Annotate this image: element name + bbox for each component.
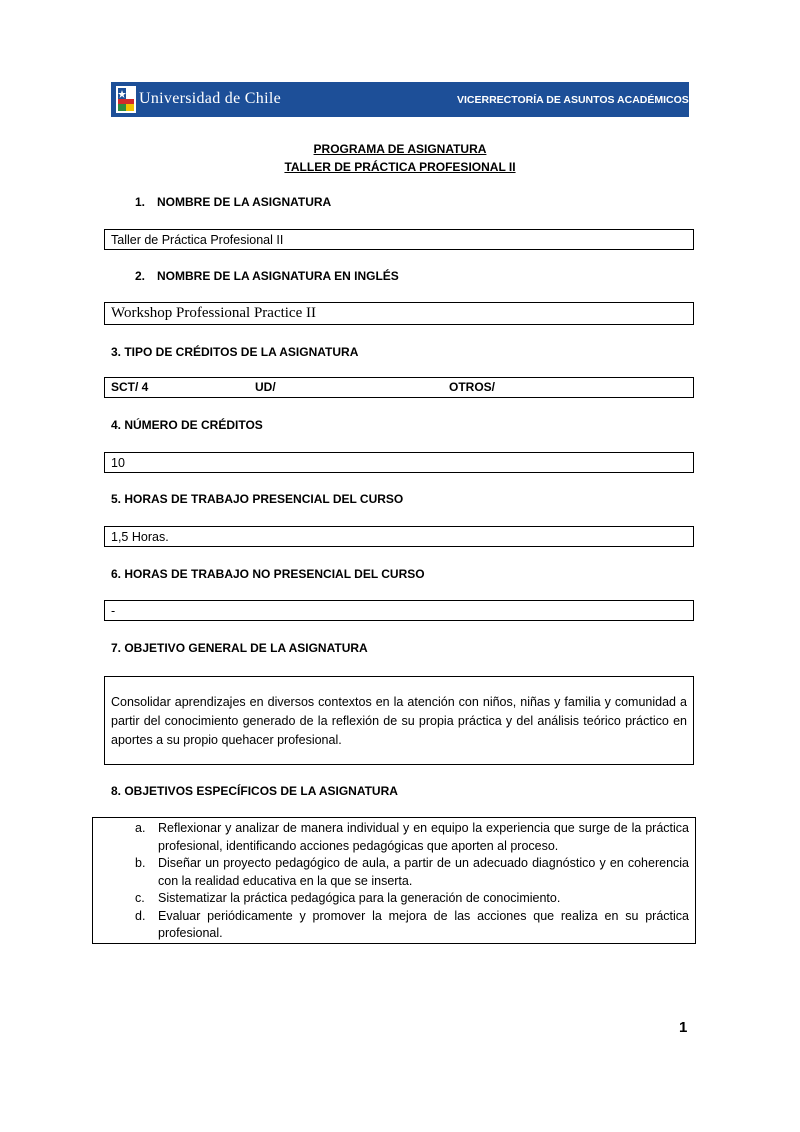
section-2-heading-text: NOMBRE DE LA ASIGNATURA EN INGLÉS [157, 269, 399, 283]
section-7-heading: 7. OBJETIVO GENERAL DE LA ASIGNATURA [111, 641, 368, 655]
credits-sct: SCT/ 4 [111, 380, 149, 394]
general-objective-text: Consolidar aprendizajes en diversos contextos en la atención con niños, niñas y familia y comunidad a partir del conocimiento generado de la reflexión de su propia práctica y del análisis teórico práctico en aportes a su propio quehacer profesional. [111, 695, 687, 747]
section-6-box [104, 600, 694, 621]
section-8-box [92, 817, 696, 944]
section-3-box [104, 377, 694, 398]
section-1-heading [135, 195, 331, 209]
section-3-heading: 3. TIPO DE CRÉDITOS DE LA ASIGNATURA [111, 345, 359, 359]
university-seal-icon [115, 85, 137, 114]
vicerrectoria-name: VICERRECTORÍA DE ASUNTOS ACADÉMICOS [457, 94, 689, 106]
section-7-box [104, 676, 694, 765]
header-banner [111, 82, 689, 117]
list-item: c. Sistematizar la práctica pedagógica para la generación de conocimiento. [135, 891, 561, 905]
page-number: 1 [679, 1019, 688, 1036]
section-5-box [104, 526, 694, 547]
presential-hours: 1,5 Horas. [111, 529, 169, 544]
list-item: a. Reflexionar y analizar de manera individual y en equipo la experiencia que surge de la práctica profesional, identificando acciones pedagógicas que aporten al proceso. [135, 821, 689, 853]
section-5-heading: 5. HORAS DE TRABAJO PRESENCIAL DEL CURSO [111, 492, 404, 506]
non-presential-hours: - [111, 603, 116, 618]
document-subtitle: TALLER DE PRÁCTICA PROFESIONAL II [284, 160, 516, 174]
credits-number: 10 [111, 455, 125, 470]
section-2-box [104, 302, 694, 325]
section-2-heading [135, 269, 399, 283]
credits-ud: UD/ [255, 380, 276, 394]
university-name: Universidad de Chile [139, 90, 281, 107]
section-8-heading: 8. OBJETIVOS ESPECÍFICOS DE LA ASIGNATURA [111, 784, 398, 798]
course-name: Taller de Práctica Profesional II [111, 232, 284, 247]
section-6-heading: 6. HORAS DE TRABAJO NO PRESENCIAL DEL CURSO [111, 567, 425, 581]
section-2-number: 2. [135, 269, 146, 283]
credits-otros: OTROS/ [449, 380, 496, 394]
specific-objectives-list [93, 820, 695, 943]
section-1-number: 1. [135, 195, 146, 209]
list-item: b. Diseñar un proyecto pedagógico de aula, a partir de un adecuado diagnóstico y en coherencia con la realidad educativa en la que se inserta. [135, 856, 689, 888]
course-name-english: Workshop Professional Practice II [111, 305, 316, 321]
section-1-heading-text: NOMBRE DE LA ASIGNATURA [157, 195, 332, 209]
document-title: PROGRAMA DE ASIGNATURA [313, 142, 487, 156]
section-4-heading: 4. NÚMERO DE CRÉDITOS [111, 418, 263, 432]
section-1-box [104, 229, 694, 250]
section-4-box [104, 452, 694, 473]
list-item: d. Evaluar periódicamente y promover la mejora de las acciones que realiza en su práctica profesional. [135, 908, 689, 940]
